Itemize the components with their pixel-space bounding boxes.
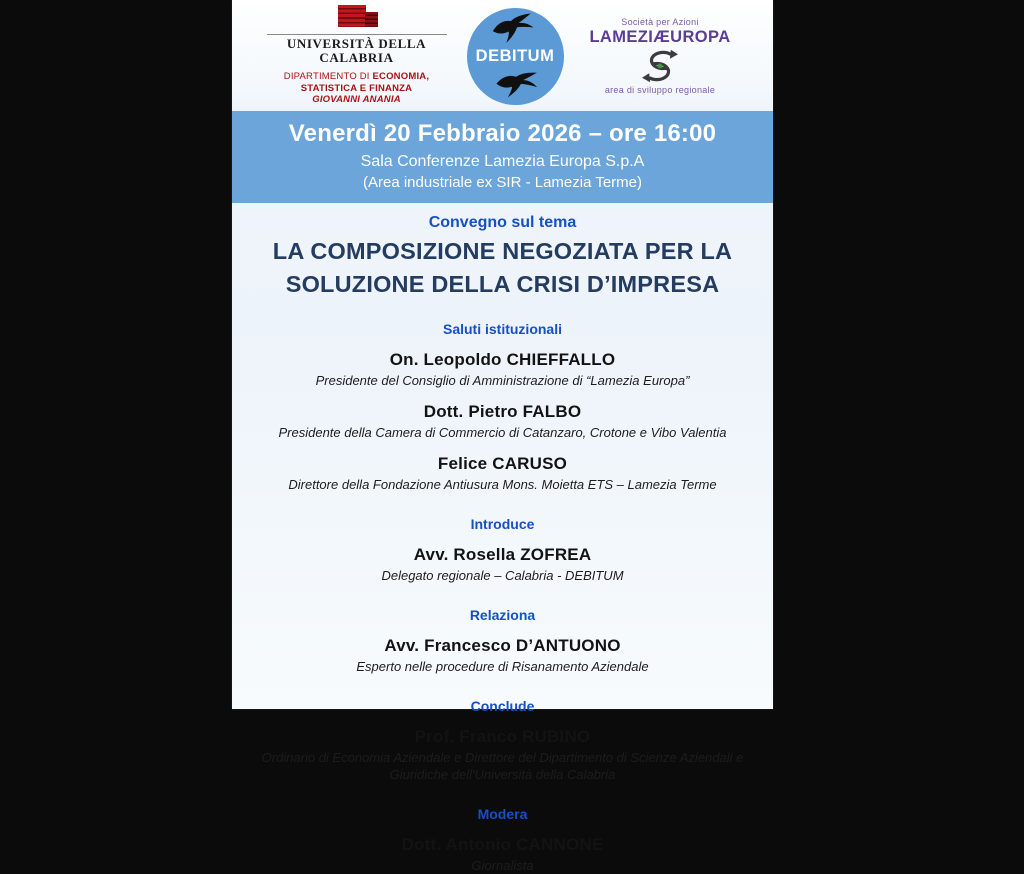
section-introduce: Introduce Avv. Rosella ZOFREA Delegato regionale – Calabria - DEBITUM — [232, 516, 773, 584]
unical-name: UNIVERSITÀ DELLA CALABRIA — [286, 36, 427, 66]
lamezia-area-label: area di sviluppo regionale — [604, 84, 716, 95]
section-saluti: Saluti istituzionali On. Leopoldo CHIEFFALLO Presidente del Consiglio di Amministrazione di “Lamezia Europa” Dott. Pietro FALBO Presidente della Camera di Commercio di Catanzaro, Crotone e Vibo Valentia Felice CARUSO Direttore della Fondazione Antiusura Mons. Moietta ETS – Lamezia Terme — [232, 321, 773, 493]
lamezia-name: LAMEZIÆUROPA — [589, 27, 731, 46]
lamezia-societa-label: Società per Azioni — [621, 16, 699, 27]
speaker: Prof. Franco RUBINO Ordinario di Economia Aziendale e Direttore del Dipartimento di Scienze Aziendali e Giuridiche dell'Università della Calabria — [261, 727, 744, 782]
debitum-logo — [467, 8, 564, 105]
logo-header — [232, 0, 773, 111]
speaker: Dott. Antonio CANNONE Giornalista — [401, 835, 604, 873]
speaker: On. Leopoldo CHIEFFALLO Presidente del Consiglio di Amministrazione di “Lamezia Europa” — [315, 350, 690, 388]
lamezia-swirl-icon — [638, 48, 682, 84]
event-flyer — [232, 0, 773, 873]
unical-book-icon — [334, 5, 380, 31]
speaker: Avv. Francesco D’ANTUONO Esperto nelle procedure di Risanamento Aziendale — [356, 636, 649, 674]
event-venue: Sala Conferenze Lamezia Europa S.p.A — [360, 153, 645, 170]
event-title: LA COMPOSIZIONE NEGOZIATA PER LA SOLUZIONE DELLA CRISI D’IMPRESA — [272, 238, 733, 297]
debitum-label: DEBITUM — [475, 46, 555, 65]
section-conclude: Conclude Prof. Franco RUBINO Ordinario di Economia Aziendale e Direttore del Dipartimento di Scienze Aziendali e Giuridiche dell'Università della Calabria — [232, 698, 773, 783]
swallow-icon — [489, 11, 538, 46]
program-content — [232, 214, 773, 874]
section-relaziona: Relaziona Avv. Francesco D’ANTUONO Esperto nelle procedure di Risanamento Aziendale — [232, 607, 773, 675]
speaker: Felice CARUSO Direttore della Fondazione Antiusura Mons. Moietta ETS – Lamezia Terme — [288, 454, 717, 492]
section-modera: Modera Dott. Antonio CANNONE Giornalista — [232, 806, 773, 874]
swallow-icon — [493, 68, 541, 101]
unical-logo — [254, 5, 459, 106]
lamezia-europa-logo — [571, 17, 749, 95]
speaker: Avv. Rosella ZOFREA Delegato regionale – Calabria - DEBITUM — [381, 545, 624, 583]
event-date-banner — [232, 111, 773, 203]
event-date: Venerdì 20 Febbraio 2026 – ore 16:00 — [288, 120, 717, 147]
event-kicker: Convegno sul tema — [428, 214, 577, 231]
event-location: (Area industriale ex SIR - Lamezia Terme) — [363, 174, 642, 191]
speaker: Dott. Pietro FALBO Presidente della Camera di Commercio di Catanzaro, Crotone e Vibo Valentia — [278, 402, 727, 440]
unical-divider — [267, 34, 447, 35]
unical-department: DIPARTIMENTO DI ECONOMIA, STATISTICA E FINANZA GIOVANNI ANANIA — [283, 71, 430, 106]
